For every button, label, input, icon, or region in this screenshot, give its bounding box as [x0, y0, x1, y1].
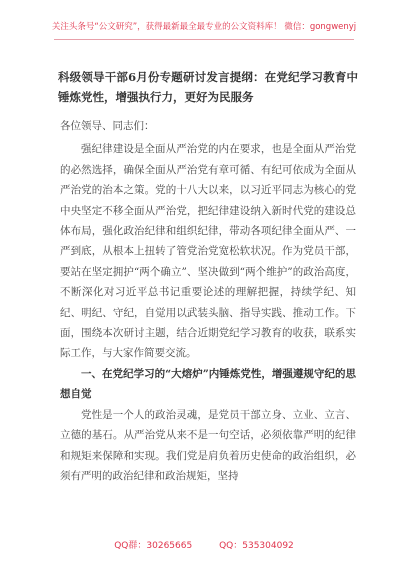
qq-group: QQ群：30265665: [114, 541, 193, 551]
header-divider: [54, 39, 354, 40]
contact-footer: [0, 538, 408, 551]
qq-number: QQ：535304092: [219, 541, 294, 551]
promo-header: 关注头条号“公文研究”，获得最新最全最专业的公文资料库！ 微信：gongwenyj: [51, 22, 357, 32]
intro-paragraph: 强纪律建设是全面从严治党的内在要求，也是全面从严治党的必然选择，确保全面从严治党有章可循、有纪可依成为全面从严治党的治本之策。党的十八大以来，以习近平同志为核心的党中央坚定不移全面从严治党，把纪律建设纳入新时代党的建设总体布局，强化政治纪律和组织纪律，带动各项纪律全面从严、一严到底，从根本上扭转了管党治党宽松软状况。作为党员干部，要站在坚定拥护“两个确立”、坚决做到“两个维护”的政治高度，不断深化对习近平总书记重要论述的理解把握，持续学纪、知纪、明纪、守纪，自觉用以武装头脑、指导实践、推动工作。下面，围绕本次研讨主题，结合近期党纪学习教育的收获，联系实际工作，与大家作简要交流。: [60, 143, 356, 360]
document-title: 科级领导干部6月份专题研讨发言提纲：在党纪学习教育中锤炼党性，增强执行力，更好为民服务: [58, 70, 358, 104]
salutation: 各位领导、同志们：: [60, 120, 155, 132]
section-paragraph: 党性是一个人的政治灵魂，是党员干部立身、立业、立言、立德的基石。从严治党从来不是一句空话，必须依靠严明的纪律和规矩来保障和实现。我们党是肩负着历史使命的政治组织，必须有严明的政治纪律和政治规矩，坚持: [60, 408, 356, 482]
section-heading: 一、在党纪学习的“大熔炉”内锤炼党性，增强遵规守纪的思想自觉: [60, 367, 356, 401]
document-body: [60, 116, 356, 486]
